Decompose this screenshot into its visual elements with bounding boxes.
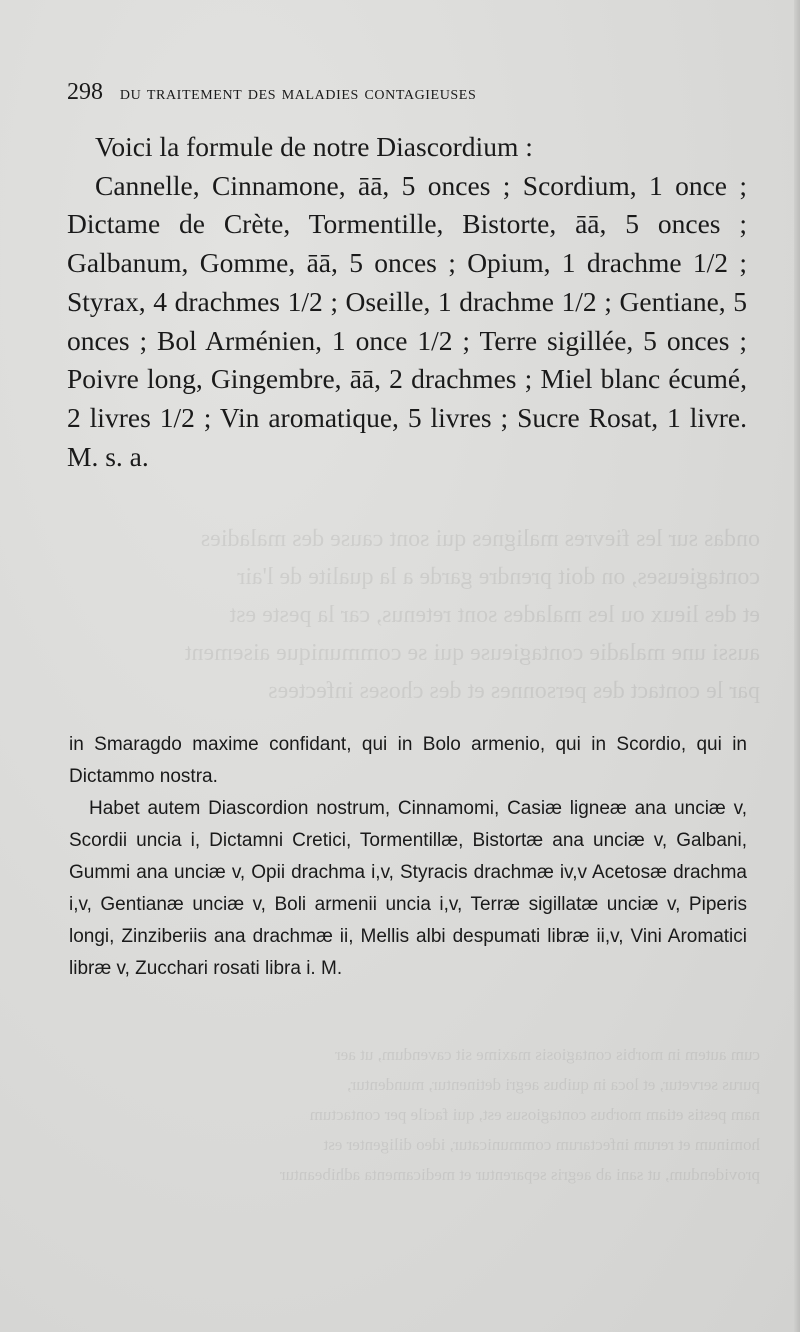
french-text-block [67, 128, 747, 476]
show-through-text-lower: cum autem in morbis contagiosis maxime sit cavendum, ut aer purus servetur, et loca in quibus aegri detinentur, mundentur, nam pestis etiam morbus contagiosus est, qui facile per contactum hominum et rerum infectarum communicatur, ideo diligenter est providendum, ut sani ab aegris separentur et medicamenta adhibeantur [279, 1045, 760, 1184]
latin-text-block [69, 729, 747, 985]
french-paragraph-formula: Cannelle, Cinnamone, āā, 5 onces ; Scordium, 1 once ; Dictame de Crète, Tormentille, Bistorte, āā, 5 onces ; Galbanum, Gomme, āā, 5 onces ; Opium, 1 drachme 1/2 ; Styrax, 4 drachmes 1/2 ; Oseille, 1 drachme 1/2 ; Gentiane, 5 onces ; Bol Arménien, 1 once 1/2 ; Terre sigillée, 5 onces ; Poivre long, Gingembre, āā, 2 drachmes ; Miel blanc écumé, 2 livres 1/2 ; Vin aromatique, 5 livres ; Sucre Rosat, 1 livre. M. s. a. [67, 169, 747, 472]
latin-paragraph-formula: Habet autem Diascordion nostrum, Cinnamomi, Casiæ ligneæ ana unciæ v, Scordii uncia i, Dictamni Cretici, Tormentillæ, Bistortæ ana unciæ v, Galbani, Gummi ana unciæ v, Opii drachma i,v, Styracis drachmæ iv,v Acetosæ drachma i,v, Gentianæ unciæ v, Boli armenii uncia i,v, Terræ sigillatæ unciæ v, Piperis longi, Zinziberiis ana drachmæ ii, Mellis albi despumati libræ ii,v, Vini Aromatici libræ v, Zucchari rosati libra i. M. [69, 798, 747, 979]
french-paragraph-intro: Voici la formule de notre Diascordium : [95, 131, 533, 162]
show-through-text-upper: ondas sur les fievres malignes qui sont cause des maladies contagieuses, on doit prendre garde a la qualite de l'air et des lieux ou les malades sont retenus, car la peste est aussi une maladie contagieuse qui se communique aisement par le contact des personnes et des choses infectees [184, 526, 760, 704]
page-number: 298 [67, 79, 103, 105]
running-title: du traitement des maladies contagieuses [119, 82, 477, 104]
latin-paragraph-continuation: in Smaragdo maxime confidant, qui in Bolo armenio, qui in Scordio, qui in Dictammo nostra. [69, 734, 747, 787]
page-edge-shadow [794, 0, 800, 1332]
running-header [67, 79, 757, 106]
